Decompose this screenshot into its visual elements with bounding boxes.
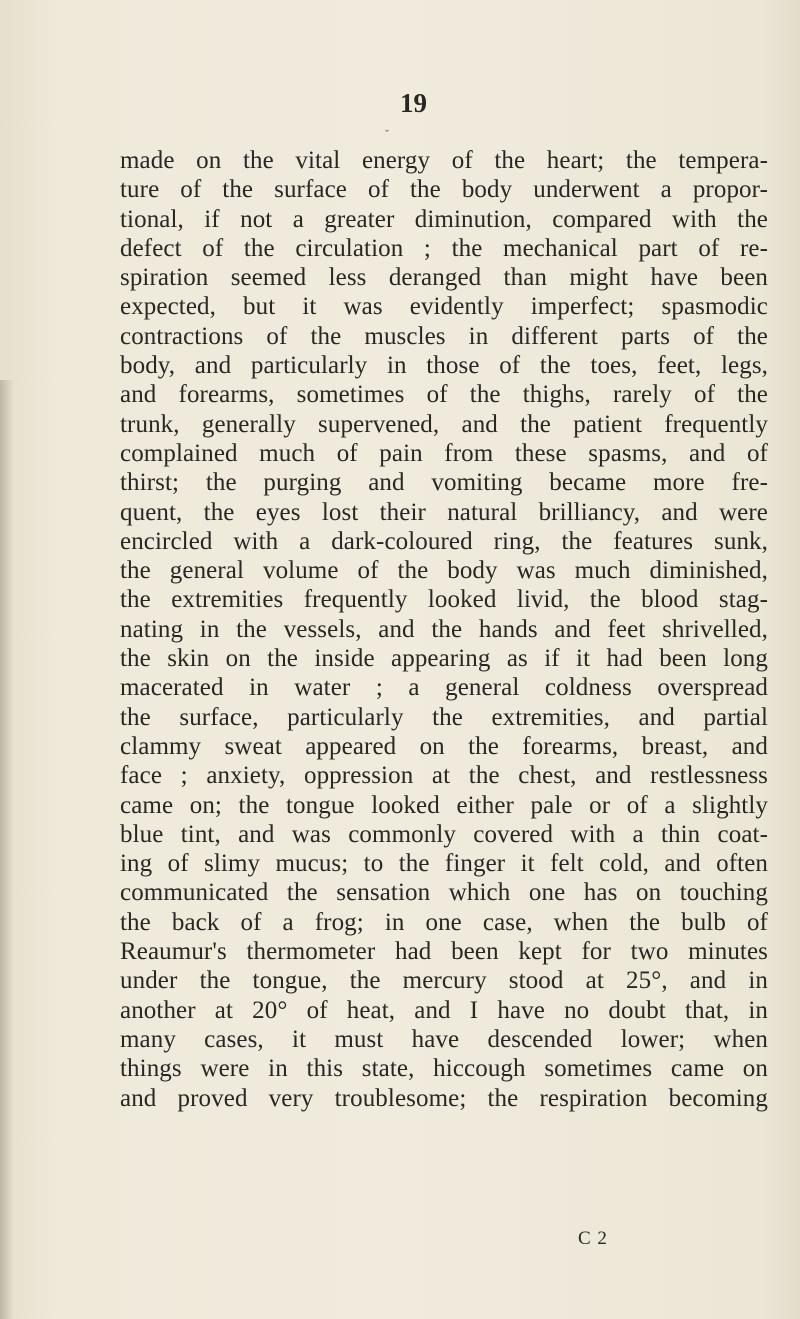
text-line: nating in the vessels, and the hands and feet shrivelled, (120, 615, 768, 643)
text-line: the back of a frog; in one case, when the bulb of (120, 908, 768, 936)
text-line: made on the vital energy of the heart; the tempera- (120, 147, 768, 174)
text-line: ing of slimy mucus; to the finger it felt cold, and often (120, 850, 768, 878)
text-line: the surface, particularly the extremities, and partial (120, 703, 768, 731)
text-line: blue tint, and was commonly covered with a thin coat- (120, 820, 768, 848)
text-line: quent, the eyes lost their natural brilliancy, and were (120, 498, 768, 526)
text-line: under the tongue, the mercury stood at 25°, and in (120, 967, 768, 995)
text-line: defect of the circulation ; the mechanical part of re- (120, 234, 768, 262)
text-line: face ; anxiety, oppression at the chest, and restlessness (120, 762, 768, 790)
page-number: 19 (400, 88, 427, 118)
text-line: complained much of pain from these spasms, and of (120, 439, 768, 467)
body-text (120, 146, 768, 1113)
text-line: trunk, generally supervened, and the patient frequently (120, 410, 768, 438)
text-line: and forearms, sometimes of the thighs, rarely of the (120, 381, 768, 409)
text-line: body, and particularly in those of the toes, feet, legs, (120, 352, 768, 380)
text-line: expected, but it was evidently imperfect; spasmodic (120, 293, 768, 321)
signature-mark: C 2 (578, 1228, 608, 1249)
text-line: Reaumur's thermometer had been kept for two minutes (120, 938, 768, 966)
gutter-shadow (0, 380, 14, 1319)
text-line: thirst; the purging and vomiting became more fre- (120, 469, 768, 497)
text-line: communicated the sensation which one has on touching (120, 879, 768, 907)
text-line: contractions of the muscles in different parts of the (120, 322, 768, 350)
text-line: ture of the surface of the body underwent a propor- (120, 176, 768, 204)
text-line: macerated in water ; a general coldness overspread (120, 674, 768, 702)
text-line: another at 20° of heat, and I have no doubt that, in (120, 996, 768, 1024)
text-line: the extremities frequently looked livid, the blood stag- (120, 586, 768, 614)
text-line: many cases, it must have descended lower; when (120, 1025, 768, 1053)
text-line: tional, if not a greater diminution, compared with the (120, 205, 768, 233)
text-line: the general volume of the body was much diminished, (120, 557, 768, 585)
text-line: came on; the tongue looked either pale or of a slightly (120, 791, 768, 819)
text-line: and proved very troublesome; the respiration becoming (120, 1084, 768, 1112)
text-line: spiration seemed less deranged than might have been (120, 264, 768, 292)
text-line: encircled with a dark-coloured ring, the features sunk, (120, 527, 768, 555)
text-line: clammy sweat appeared on the forearms, breast, and (120, 732, 768, 760)
page-mark: ˬ (385, 118, 389, 132)
text-line: the skin on the inside appearing as if it had been long (120, 645, 768, 673)
text-line: things were in this state, hiccough sometimes came on (120, 1055, 768, 1083)
